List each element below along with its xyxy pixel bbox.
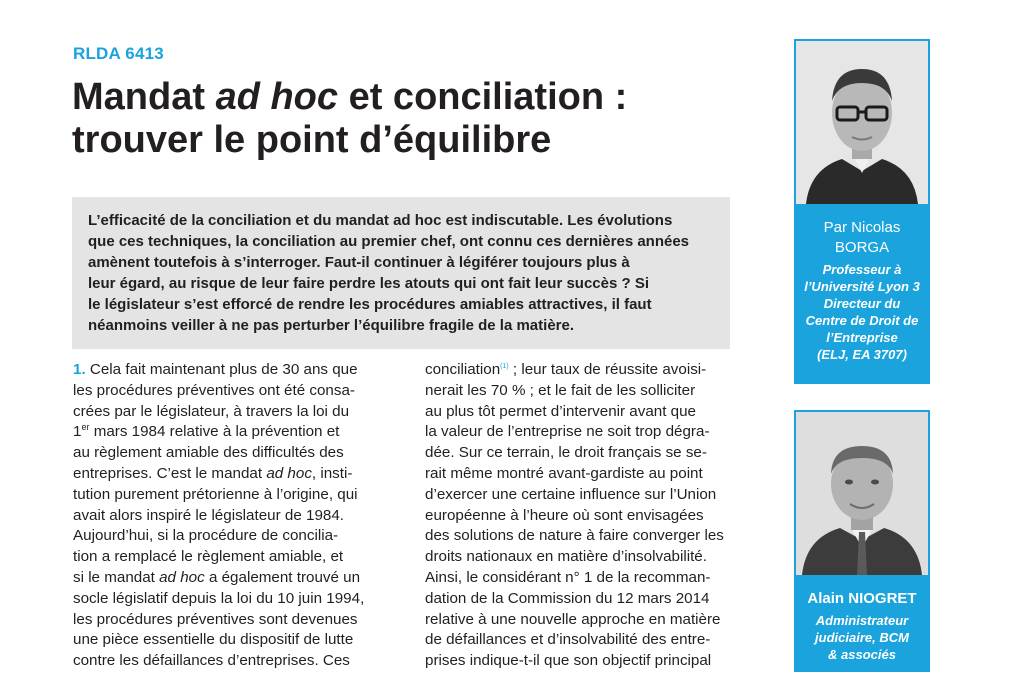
- abstract-line: néanmoins veiller à ne pas perturber l’équilibre fragile de la matière.: [88, 317, 575, 334]
- abstract-line: que ces techniques, la conciliation au premier chef, ont connu ces dernières années: [88, 233, 690, 250]
- abstract-line: leur égard, au risque de leur faire perdre les atouts qui ont fait leur succès ? Si: [88, 275, 649, 292]
- author-role: Administrateur judiciaire, BCM & associés: [815, 613, 909, 662]
- body-line: 1er mars 1984 relative à la prévention et: [73, 422, 340, 441]
- author-role: Professeur à l’Université Lyon 3 Directeur du Centre de Droit de l’Entreprise (ELJ, EA 3707): [804, 262, 920, 362]
- body-column-2: [425, 360, 730, 672]
- author-photo: [796, 41, 928, 204]
- body-line: de défaillances et d’insolvabilité des entre-: [425, 631, 711, 649]
- body-line: la valeur de l’entreprise ne soit trop dégra-: [425, 423, 710, 441]
- title-line-2: trouver le point d’équilibre: [72, 119, 552, 161]
- body-line: prises indique-t-il que son objectif principal: [425, 652, 712, 670]
- article-abstract: [72, 197, 730, 349]
- body-line: contre les défaillances d’entreprises. Ces: [73, 652, 350, 670]
- portrait-icon: [796, 41, 928, 204]
- author-surname: BORGA: [834, 239, 890, 256]
- body-line: au règlement amiable des difficultés des: [73, 444, 344, 462]
- body-line: entreprises. C’est le mandat ad hoc, insti-: [73, 464, 353, 482]
- body-line: droits nationaux en matière d’insolvabilité.: [425, 548, 707, 566]
- body-line: si le mandat ad hoc a également trouvé un: [73, 568, 361, 586]
- body-line: rait même montré avant-gardiste au point: [425, 464, 703, 482]
- author-name-prefix: Par Nicolas: [823, 219, 901, 236]
- body-line: les procédures préventives ont été consa-: [73, 381, 355, 399]
- body-line: socle législatif depuis la loi du 10 juin 1994,: [73, 589, 365, 607]
- body-column-1: [73, 360, 378, 672]
- body-line: une pièce essentielle du dispositif de lutte: [73, 631, 354, 649]
- body-line: les procédures préventives sont devenues: [73, 610, 358, 628]
- author-info: [796, 575, 928, 670]
- body-line: tion a remplacé le règlement amiable, et: [73, 548, 344, 566]
- body-line: tution purement prétorienne à l’origine, qui: [73, 485, 358, 503]
- portrait-icon: [796, 412, 928, 575]
- author-name: Alain NIOGRET: [807, 590, 917, 607]
- body-line: dée. Sur ce terrain, le droit français se se-: [425, 444, 707, 462]
- article-title: [72, 76, 752, 162]
- author-card-borga: [794, 39, 930, 384]
- title-italic: ad hoc: [215, 76, 339, 118]
- body-line: Aujourd’hui, si la procédure de concilia-: [73, 527, 339, 545]
- body-line: crées par le législateur, à travers la loi du: [73, 402, 350, 420]
- body-line: européenne à l’heure où sont envisagées: [425, 506, 704, 524]
- abstract-line: le législateur s’est efforcé de rendre les procédures amiables attractives, il faut: [88, 296, 652, 313]
- body-line: nerait les 70 % ; et le fait de les solliciter: [425, 381, 696, 399]
- abstract-line: amènent toutefois à s’interroger. Faut-il continuer à légiférer toujours plus à: [88, 254, 630, 271]
- body-line: Ainsi, le considérant n° 1 de la recomman-: [425, 568, 711, 586]
- body-line: dation de la Commission du 12 mars 2014: [425, 589, 710, 607]
- body-line: des solutions de nature à faire converger les: [425, 527, 724, 545]
- author-info: [796, 204, 928, 382]
- body-line: 1. Cela fait maintenant plus de 30 ans que: [73, 361, 358, 378]
- article-reference: RLDA 6413: [73, 44, 164, 63]
- title-line-1: Mandat ad hoc et conciliation :: [72, 76, 628, 118]
- body-line: au plus tôt permet d’intervenir avant que: [425, 402, 697, 420]
- body-line: relative à une nouvelle approche en matière: [425, 610, 721, 628]
- abstract-line: L’efficacité de la conciliation et du mandat ad hoc est indiscutable. Les évolutions: [88, 212, 673, 229]
- footnote-ref[interactable]: (1): [500, 362, 509, 370]
- author-photo: [796, 412, 928, 575]
- body-line: d’exercer une certaine influence sur l’Union: [425, 485, 717, 503]
- paragraph-number: 1.: [73, 361, 86, 378]
- author-card-niogret: [794, 410, 930, 672]
- body-line: conciliation$^{(1)}$ ; leur taux de réussite avoisi-: [425, 361, 707, 378]
- body-line: avait alors inspiré le législateur de 1984.: [73, 506, 345, 524]
